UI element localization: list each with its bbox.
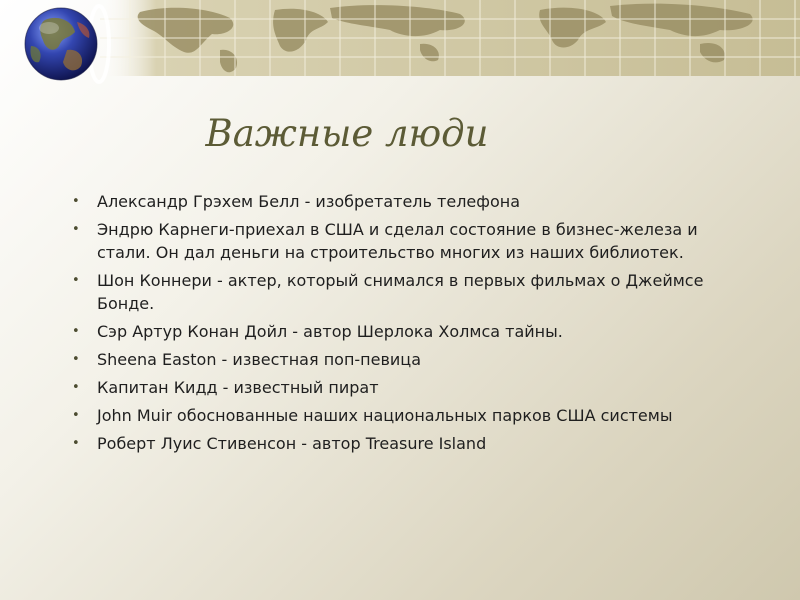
- bullet-icon: •: [72, 324, 80, 339]
- list-item: [70, 320, 710, 343]
- bullet-icon: •: [72, 222, 80, 237]
- list-item: [70, 190, 710, 213]
- list-item: [70, 269, 710, 315]
- bullet-icon: •: [72, 194, 80, 209]
- slide-title: Важные люди: [205, 112, 489, 155]
- list-item-text: Шон Коннери - актер, который снимался в первых фильмах о Джеймсе Бонде.: [97, 271, 704, 313]
- list-item: [70, 376, 710, 399]
- list-item-text: Sheena Easton - известная поп-певица: [97, 350, 421, 369]
- bullet-icon: •: [72, 408, 80, 423]
- list-item: [70, 348, 710, 371]
- globe-icon: [15, 0, 115, 86]
- list-item-text: Роберт Луис Стивенсон - автор Treasure Island: [97, 434, 487, 453]
- list-item-text: Капитан Кидд - известный пират: [97, 378, 379, 397]
- list-item-text: Сэр Артур Конан Дойл - автор Шерлока Холмса тайны.: [97, 322, 563, 341]
- list-item-text: Александр Грэхем Белл - изобретатель телефона: [97, 192, 520, 211]
- list-item: [70, 218, 710, 264]
- bullet-list: [70, 190, 710, 460]
- list-item-text: John Muir обоснованные наших национальных парков США системы: [97, 406, 673, 425]
- bullet-icon: •: [72, 380, 80, 395]
- world-map-band: [100, 0, 800, 76]
- bullet-icon: •: [72, 436, 80, 451]
- list-item: [70, 404, 710, 427]
- list-item-text: Эндрю Карнеги-приехал в США и сделал состояние в бизнес-железа и стали. Он дал деньги на строительство многих из наших библиотек.: [97, 220, 698, 262]
- bullet-icon: •: [72, 352, 80, 367]
- bullet-icon: •: [72, 273, 80, 288]
- list-item: [70, 432, 710, 455]
